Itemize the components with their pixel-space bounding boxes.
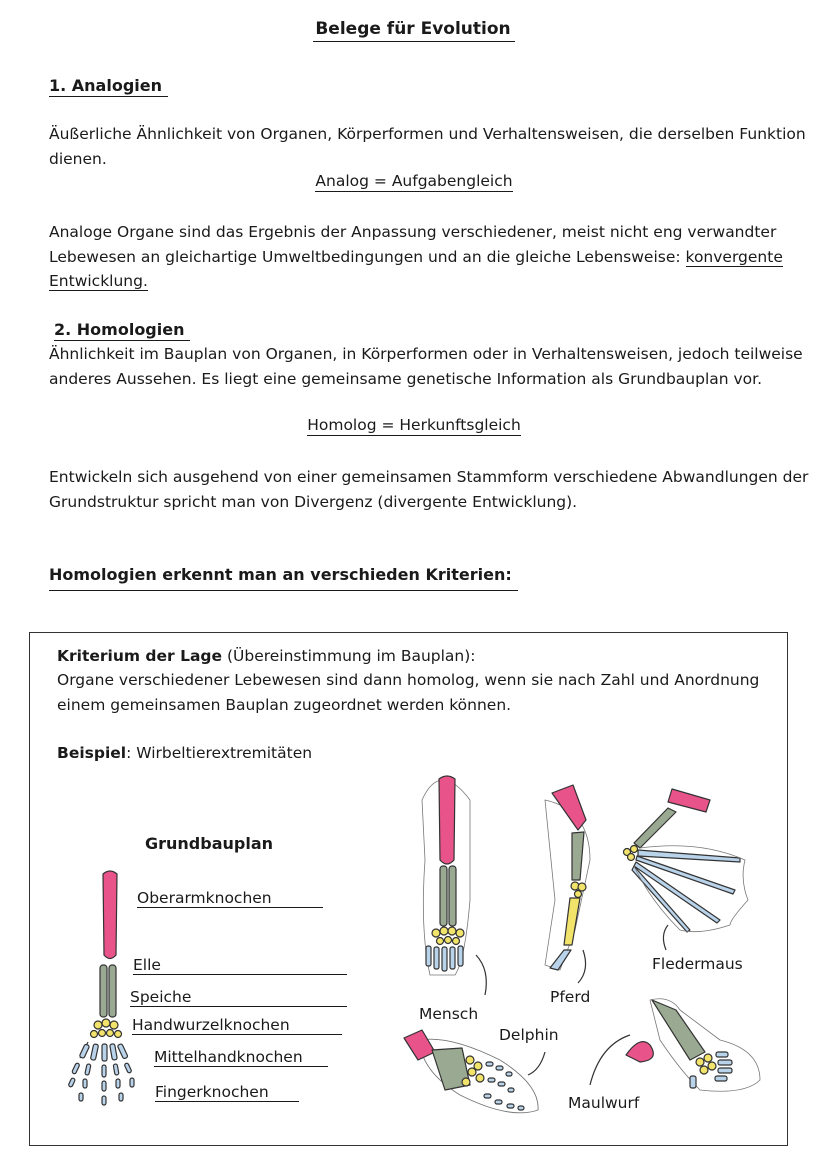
grundbauplan-limb [68,871,134,1105]
label-fingerknochen: Fingerknochen [155,1083,299,1102]
section-heading-homologien: 2. Homologien [54,320,190,339]
mensch-limb [422,776,486,995]
label-maulwurf: Maulwurf [568,1094,640,1112]
analogien-text2: Analoge Organe sind das Ergebnis der Anpassung verschiedener, meist nicht eng verwandter Lebewesen an gleichartige Umweltbedingungen und an die gleiche Lebensweise: konvergente Entwicklung. [49,223,783,290]
homologien-definition: Homolog = Herkunftsgleich [307,416,521,434]
kriterium-line: Kriterium der Lage (Übereinstimmung im Bauplan): [57,647,476,665]
analogien-text: Äußerliche Ähnlichkeit von Organen, Körperformen und Verhaltensweisen, die derselben Funktion dienen. [49,125,806,168]
kriterien-heading: Homologien erkennt man an verschieden Kriterien: [49,565,518,584]
label-handwurzelknochen: Handwurzelknochen [132,1016,342,1035]
label-pferd: Pferd [550,988,591,1006]
grundbauplan-heading: Grundbauplan [145,834,274,853]
pferd-limb [545,785,590,983]
section-heading-analogien: 1. Analogien [49,76,168,95]
label-mittelhandknochen: Mittelhandknochen [154,1048,328,1067]
fledermaus-limb [624,789,749,950]
homologien-text2: Entwickeln sich ausgehend von einer gemeinsamen Stammform verschiedene Abwandlungen der Grundstruktur spricht man von Divergenz (divergente Entwicklung). [49,468,809,511]
kriterium-text: Organe verschiedener Lebewesen sind dann homolog, wenn sie nach Zahl und Anordnung einem gemeinsamen Bauplan zugeordnet werden können. [57,671,760,714]
label-speiche: Speiche [130,988,347,1007]
homologien-text: Ähnlichkeit im Bauplan von Organen, in Körperformen oder in Verhaltensweisen, jedoch teilweise anderes Aussehen. Es liegt eine gemeinsame genetische Information als Grundbauplan vor. [49,345,803,388]
label-delphin: Delphin [499,1026,559,1044]
beispiel-line: Beispiel: Wirbeltierextremitäten [57,744,313,762]
page-title: Belege für Evolution [0,19,828,39]
maulwurf-limb [590,999,760,1092]
label-fledermaus: Fledermaus [652,955,743,973]
label-oberarmknochen: Oberarmknochen [137,889,323,908]
label-elle: Elle [133,956,347,975]
konvergent-term: konvergente Entwicklung. [49,247,783,290]
analogien-definition: Analog = Aufgabengleich [315,172,513,190]
label-mensch: Mensch [419,1005,479,1023]
